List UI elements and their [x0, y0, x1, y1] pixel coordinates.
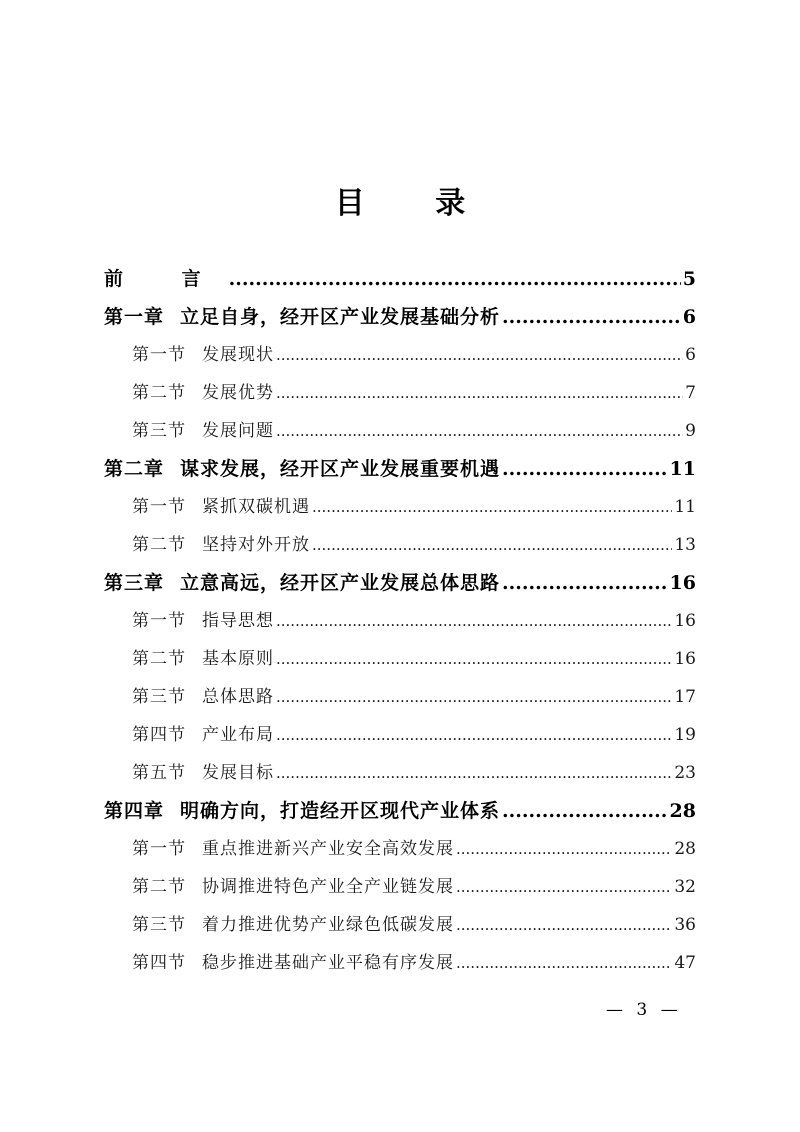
dot-leader	[456, 868, 672, 906]
toc-section-entry[interactable]	[104, 336, 696, 374]
toc-page-number: 23	[674, 763, 696, 783]
section-title: 发展问题	[202, 421, 274, 441]
chapter-number: 第三章	[104, 572, 165, 594]
toc-entry-label	[104, 564, 500, 602]
toc-entry-label	[132, 906, 454, 944]
section-number: 第四节	[132, 725, 186, 745]
toc-page-number: 19	[674, 725, 696, 745]
section-title: 协调推进特色产业全产业链发展	[202, 877, 454, 897]
toc-page-number: 13	[674, 535, 696, 555]
toc-entry-label	[132, 488, 310, 526]
section-title: 基本原则	[202, 649, 274, 669]
toc-entry-label	[104, 298, 500, 336]
toc-entry-label	[132, 526, 310, 564]
toc-page-number: 47	[674, 953, 696, 973]
chapter-title: 立意高远，经开区产业发展总体思路	[180, 572, 501, 594]
toc-chapter-entry[interactable]	[104, 564, 696, 602]
toc-page-number: 17	[674, 687, 696, 707]
toc-section-entry[interactable]	[104, 602, 696, 640]
dot-leader	[276, 716, 672, 754]
section-title: 坚持对外开放	[202, 535, 310, 555]
dot-leader	[456, 830, 672, 868]
chapter-title: 明确方向，打造经开区现代产业体系	[180, 800, 501, 822]
toc-section-entry[interactable]	[104, 868, 696, 906]
section-title: 着力推进优势产业绿色低碳发展	[202, 915, 454, 935]
section-title: 发展优势	[202, 383, 274, 403]
section-number: 第五节	[132, 763, 186, 783]
toc-chapter-entry[interactable]	[104, 792, 696, 830]
toc-section-entry[interactable]	[104, 906, 696, 944]
toc-entry-label	[104, 260, 227, 298]
dot-leader	[312, 488, 672, 526]
toc-page-number: 5	[682, 268, 696, 290]
toc-section-entry[interactable]	[104, 374, 696, 412]
section-title: 总体思路	[202, 687, 274, 707]
toc-entry-label	[132, 602, 274, 640]
toc-entry-label	[132, 754, 274, 792]
dot-leader	[456, 906, 672, 944]
toc-page-number: 16	[669, 572, 696, 594]
toc-entry-label	[132, 868, 454, 906]
section-number: 第一节	[132, 497, 186, 517]
page-number: — 3 —	[606, 1000, 682, 1020]
toc-section-entry[interactable]	[104, 716, 696, 754]
dot-leader	[276, 754, 672, 792]
section-number: 第一节	[132, 611, 186, 631]
dot-leader	[502, 450, 668, 488]
toc-entry-label	[132, 374, 274, 412]
toc-chapter-entry[interactable]	[104, 450, 696, 488]
page-title: 目 录	[334, 186, 496, 221]
toc-page-number: 9	[685, 421, 696, 441]
section-number: 第二节	[132, 877, 186, 897]
dot-leader	[502, 792, 668, 830]
toc-entry-label	[132, 412, 274, 450]
section-number: 第一节	[132, 345, 186, 365]
section-title: 指导思想	[202, 611, 274, 631]
section-number: 第四节	[132, 953, 186, 973]
toc-chapter-entry[interactable]	[104, 260, 696, 298]
dot-leader	[502, 564, 668, 602]
table-of-contents	[104, 260, 696, 982]
section-number: 第三节	[132, 915, 186, 935]
toc-entry-label	[132, 830, 454, 868]
section-number: 第三节	[132, 421, 186, 441]
toc-section-entry[interactable]	[104, 412, 696, 450]
toc-page-number: 28	[674, 839, 696, 859]
dot-leader	[456, 944, 672, 982]
toc-section-entry[interactable]	[104, 640, 696, 678]
dot-leader	[502, 298, 681, 336]
dot-leader	[276, 374, 683, 412]
toc-page-number: 28	[669, 800, 696, 822]
toc-section-entry[interactable]	[104, 526, 696, 564]
dot-leader	[312, 526, 672, 564]
section-number: 第一节	[132, 839, 186, 859]
section-number: 第二节	[132, 383, 186, 403]
toc-chapter-entry[interactable]	[104, 298, 696, 336]
toc-section-entry[interactable]	[104, 488, 696, 526]
chapter-title: 谋求发展，经开区产业发展重要机遇	[180, 458, 501, 480]
toc-entry-label	[104, 450, 500, 488]
dot-leader	[276, 602, 672, 640]
section-title: 产业布局	[202, 725, 274, 745]
section-title: 发展现状	[202, 345, 274, 365]
section-title: 稳步推进基础产业平稳有序发展	[202, 953, 454, 973]
chapter-title: 立足自身，经开区产业发展基础分析	[180, 306, 501, 328]
toc-page-number: 16	[674, 649, 696, 669]
section-title: 重点推进新兴产业安全高效发展	[202, 839, 454, 859]
dot-leader	[276, 412, 683, 450]
dot-leader	[229, 260, 681, 298]
chapter-number: 第一章	[104, 306, 165, 328]
toc-entry-label	[132, 716, 274, 754]
toc-entry-label	[104, 792, 500, 830]
section-title: 紧抓双碳机遇	[202, 497, 310, 517]
toc-page-number: 16	[674, 611, 696, 631]
chapter-title: 前 言	[104, 268, 227, 290]
dot-leader	[276, 336, 683, 374]
section-number: 第三节	[132, 687, 186, 707]
chapter-number: 第四章	[104, 800, 165, 822]
section-title: 发展目标	[202, 763, 274, 783]
toc-page-number: 36	[674, 915, 696, 935]
toc-page-number: 32	[674, 877, 696, 897]
toc-page-number: 11	[674, 497, 696, 517]
toc-section-entry[interactable]	[104, 944, 696, 982]
toc-section-entry[interactable]	[104, 678, 696, 716]
dot-leader	[276, 678, 672, 716]
dot-leader	[276, 640, 672, 678]
toc-page-number: 11	[669, 458, 696, 480]
toc-page-number: 7	[685, 383, 696, 403]
toc-section-entry[interactable]	[104, 754, 696, 792]
section-number: 第二节	[132, 649, 186, 669]
toc-page-number: 6	[685, 345, 696, 365]
toc-entry-label	[132, 336, 274, 374]
toc-entry-label	[132, 678, 274, 716]
chapter-number: 第二章	[104, 458, 165, 480]
toc-entry-label	[132, 640, 274, 678]
section-number: 第二节	[132, 535, 186, 555]
toc-section-entry[interactable]	[104, 830, 696, 868]
toc-page-number: 6	[682, 306, 696, 328]
toc-entry-label	[132, 944, 454, 982]
